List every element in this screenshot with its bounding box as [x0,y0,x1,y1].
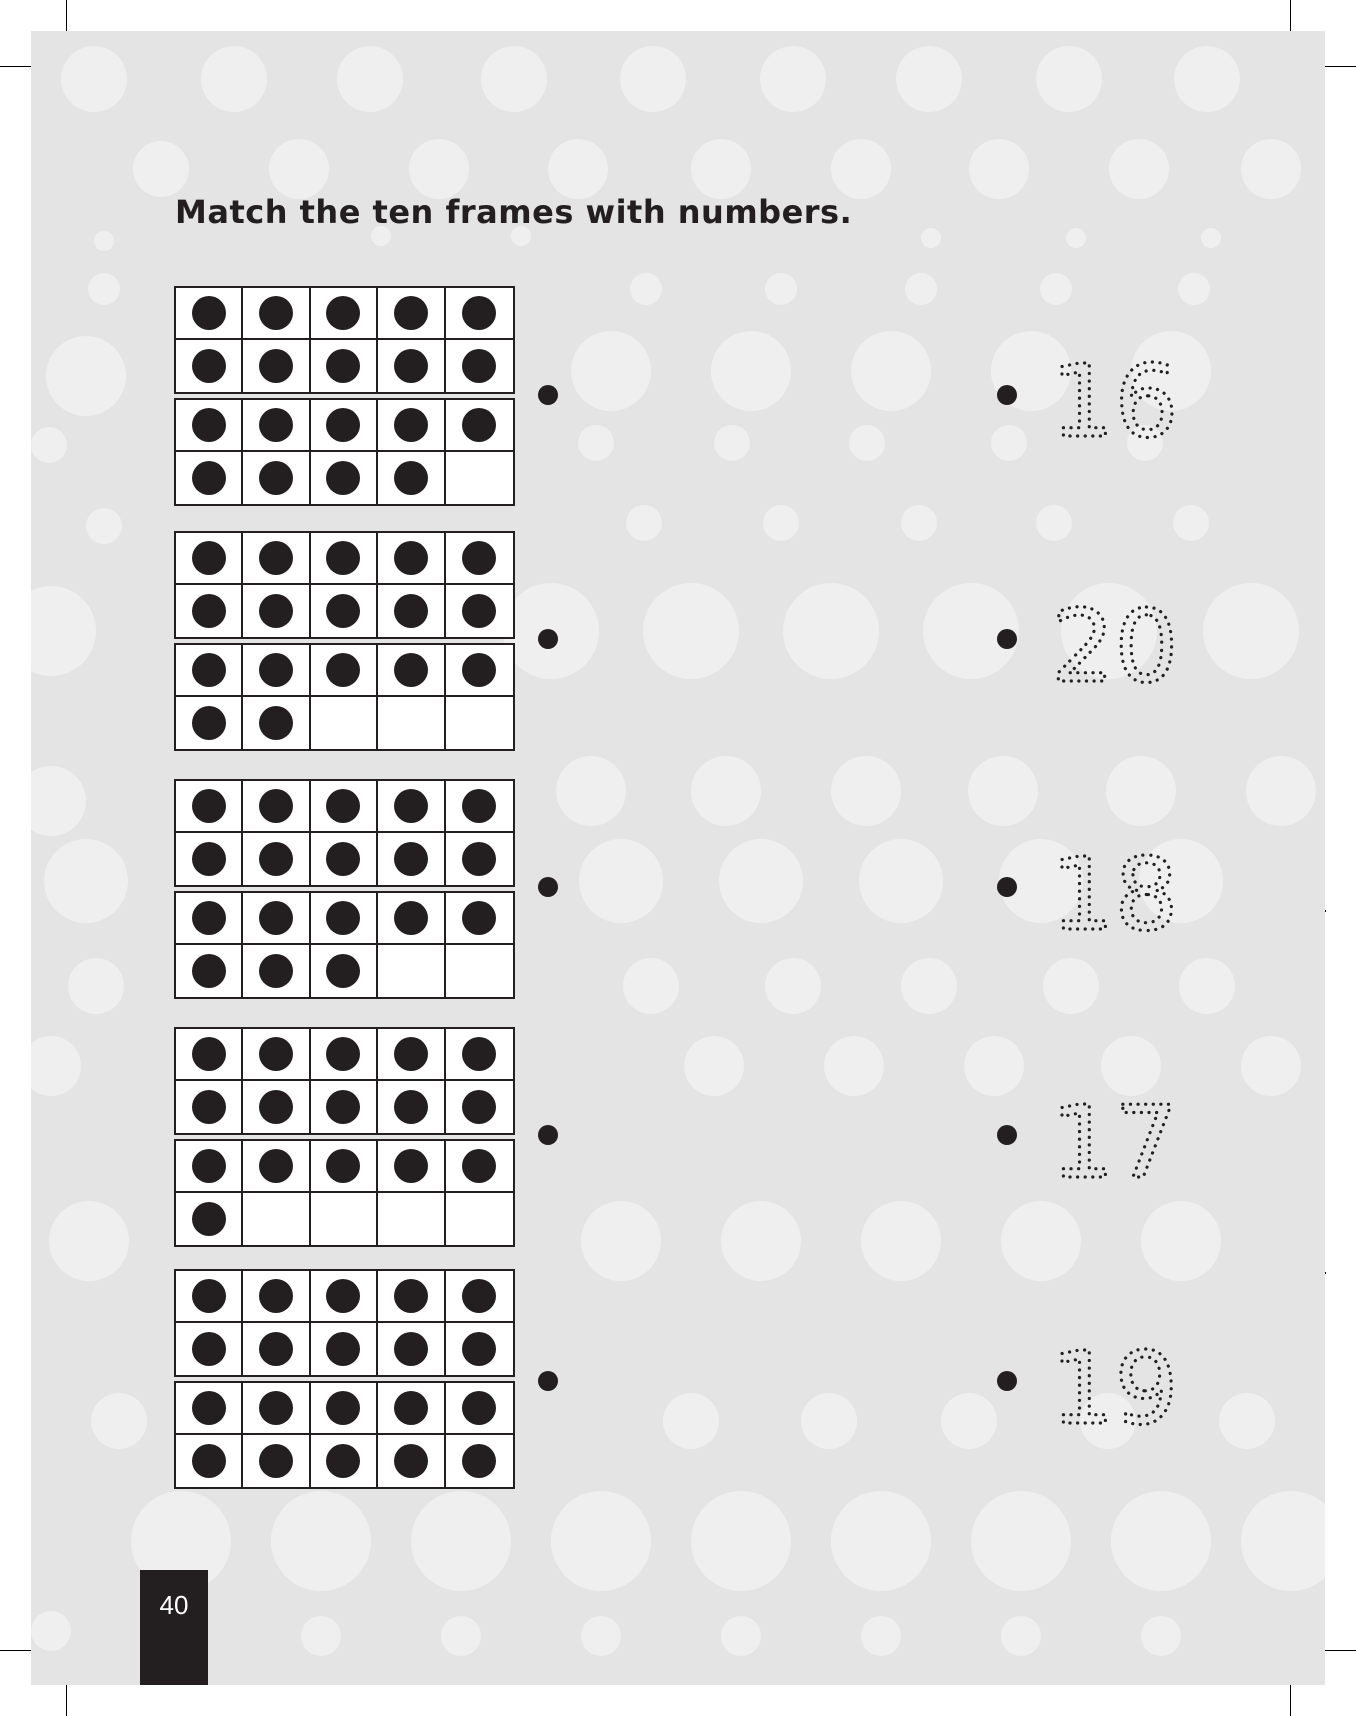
counter-dot [326,349,360,383]
ten-frame-cell [176,1323,243,1375]
counter-dot [394,1391,428,1425]
ten-frame-cell [311,1193,378,1245]
ten-frame-cell [311,1029,378,1081]
counter-dot [394,653,428,687]
ten-frame-group [174,779,515,999]
counter-dot [259,653,293,687]
counter-dot [462,842,496,876]
ten-frame-cell [446,945,513,997]
ten-frame-group [174,531,515,751]
counter-dot [462,349,496,383]
counter-dot [259,1332,293,1366]
ten-frame-cell [378,697,445,749]
ten-frame-cell [378,1081,445,1133]
ten-frame-cell [176,1081,243,1133]
counter-dot [462,653,496,687]
counter-dot [326,1037,360,1071]
counter-dot [259,1090,293,1124]
tracing-number [1051,834,1201,944]
counter-dot [192,1202,226,1236]
counter-dot [394,461,428,495]
ten-frame-cell [378,585,445,637]
tracing-number [1051,586,1201,696]
counter-dot [394,408,428,442]
counter-dot [394,1279,428,1313]
ten-frame-cell [176,288,243,340]
tracing-number-text: 18 [1051,836,1179,944]
ten-frame-cell [243,645,310,697]
counter-dot [259,408,293,442]
counter-dot [192,1444,226,1478]
ten-frame-cell [176,945,243,997]
ten-frame-cell [176,893,243,945]
ten-frame-cell [378,1271,445,1323]
ten-frame-cell [176,452,243,504]
ten-frame-cell [311,1383,378,1435]
counter-dot [192,1332,226,1366]
ten-frame-cell [378,452,445,504]
ten-frame-cell [243,1193,310,1245]
counter-dot [259,789,293,823]
instruction-heading: Match the ten frames with numbers. [175,193,853,231]
counter-dot [192,1037,226,1071]
counter-dot [462,1037,496,1071]
ten-frame-cell [243,1435,310,1487]
tracing-number-text: 17 [1051,1084,1179,1192]
left-match-dot[interactable] [538,1371,558,1391]
counter-dot [394,1332,428,1366]
counter-dot [326,1149,360,1183]
counter-dot [394,296,428,330]
ten-frame-cell [176,400,243,452]
counter-dot [192,653,226,687]
counter-dot [259,706,293,740]
ten-frame [174,1381,515,1489]
counter-dot [192,1391,226,1425]
counter-dot [326,1090,360,1124]
counter-dot [462,1090,496,1124]
counter-dot [394,1037,428,1071]
ten-frame [174,398,515,506]
ten-frame [174,286,515,394]
right-match-dot[interactable] [997,1125,1017,1145]
ten-frame-cell [243,452,310,504]
counter-dot [259,296,293,330]
ten-frame-group [174,1027,515,1247]
counter-dot [394,901,428,935]
counter-dot [326,296,360,330]
ten-frame-cell [243,697,310,749]
counter-dot [394,349,428,383]
counter-dot [462,541,496,575]
counter-dot [394,1149,428,1183]
ten-frame [174,643,515,751]
ten-frame-cell [311,945,378,997]
ten-frame-cell [446,1323,513,1375]
counter-dot [462,789,496,823]
counter-dot [394,1444,428,1478]
ten-frame-cell [311,288,378,340]
ten-frame-cell [311,533,378,585]
counter-dot [462,408,496,442]
ten-frame-cell [311,781,378,833]
counter-dot [259,1391,293,1425]
ten-frame-cell [446,452,513,504]
ten-frame-cell [378,1029,445,1081]
ten-frame-cell [446,1193,513,1245]
counter-dot [259,1444,293,1478]
ten-frame-cell [446,697,513,749]
ten-frame-cell [311,452,378,504]
ten-frame-cell [378,288,445,340]
ten-frame-cell [176,1383,243,1435]
counter-dot [259,1149,293,1183]
ten-frame-cell [311,1141,378,1193]
counter-dot [259,1279,293,1313]
right-match-dot[interactable] [997,877,1017,897]
ten-frame-cell [446,1141,513,1193]
ten-frame-cell [243,1323,310,1375]
tracing-number [1051,341,1201,451]
counter-dot [192,594,226,628]
ten-frame-cell [243,288,310,340]
crop-mark [1290,1685,1291,1716]
ten-frame-cell [311,585,378,637]
ten-frame-cell [176,533,243,585]
counter-dot [192,1090,226,1124]
counter-dot [259,1037,293,1071]
ten-frame [174,891,515,999]
counter-dot [326,1391,360,1425]
crop-mark [66,0,67,31]
ten-frame-cell [311,1081,378,1133]
right-match-dot[interactable] [997,1371,1017,1391]
ten-frame-cell [378,340,445,392]
counter-dot [462,1332,496,1366]
ten-frame-cell [311,340,378,392]
counter-dot [462,1444,496,1478]
ten-frame-cell [243,833,310,885]
counter-dot [462,1279,496,1313]
counter-dot [462,594,496,628]
left-match-dot[interactable] [538,877,558,897]
counter-dot [192,842,226,876]
ten-frame-cell [311,400,378,452]
ten-frame-cell [176,833,243,885]
right-match-dot[interactable] [997,629,1017,649]
counter-dot [394,1090,428,1124]
ten-frame-cell [243,400,310,452]
tracing-number [1051,1082,1201,1192]
ten-frame-cell [311,697,378,749]
ten-frame-cell [243,533,310,585]
ten-frame-cell [243,1271,310,1323]
ten-frame [174,779,515,887]
left-match-dot[interactable] [538,385,558,405]
ten-frame-cell [243,1081,310,1133]
ten-frame-cell [243,1383,310,1435]
counter-dot [462,1149,496,1183]
counter-dot [394,789,428,823]
tracing-number [1051,1328,1201,1438]
ten-frame-cell [176,1435,243,1487]
ten-frame-cell [243,781,310,833]
ten-frame-cell [378,781,445,833]
ten-frame-cell [378,1323,445,1375]
counter-dot [259,461,293,495]
counter-dot [259,349,293,383]
ten-frame-cell [311,1435,378,1487]
ten-frame-cell [446,645,513,697]
crop-mark [1325,66,1356,67]
counter-dot [192,789,226,823]
ten-frame-cell [446,288,513,340]
counter-dot [192,461,226,495]
counter-dot [259,594,293,628]
ten-frame-cell [311,833,378,885]
ten-frame-cell [311,1323,378,1375]
worksheet-page [31,31,1325,1685]
tracing-number-text: 19 [1051,1330,1179,1438]
ten-frame-cell [176,585,243,637]
ten-frame [174,1027,515,1135]
ten-frame-cell [176,1271,243,1323]
counter-dot [326,653,360,687]
counter-dot [326,594,360,628]
ten-frame-cell [446,1383,513,1435]
crop-mark [66,1685,67,1716]
counter-dot [326,408,360,442]
ten-frame-cell [378,1435,445,1487]
counter-dot [326,901,360,935]
crop-mark [0,66,31,67]
ten-frame-cell [378,1193,445,1245]
counter-dot [326,842,360,876]
counter-dot [326,1444,360,1478]
counter-dot [192,1279,226,1313]
ten-frame-cell [311,893,378,945]
left-match-dot[interactable] [538,1125,558,1145]
ten-frame-cell [446,1435,513,1487]
ten-frame-cell [446,833,513,885]
page-number: 40 [159,1590,189,1620]
counter-dot [192,954,226,988]
crop-mark [1325,1650,1356,1651]
counter-dot [462,901,496,935]
counter-dot [394,541,428,575]
counter-dot [462,1391,496,1425]
ten-frame-cell [243,1141,310,1193]
ten-frame-cell [176,1193,243,1245]
ten-frame-cell [446,340,513,392]
crop-mark [1290,0,1291,31]
right-match-dot[interactable] [997,385,1017,405]
ten-frame [174,1139,515,1247]
ten-frame-cell [176,645,243,697]
counter-dot [394,842,428,876]
ten-frame [174,531,515,639]
ten-frame-cell [446,893,513,945]
ten-frame-group [174,286,515,506]
ten-frame-cell [243,340,310,392]
ten-frame-cell [311,645,378,697]
ten-frame-cell [446,781,513,833]
ten-frame-cell [311,1271,378,1323]
ten-frame-cell [378,833,445,885]
counter-dot [326,789,360,823]
ten-frame-cell [243,945,310,997]
ten-frame-cell [243,1029,310,1081]
ten-frame-group [174,1269,515,1489]
counter-dot [326,1332,360,1366]
ten-frame-cell [243,893,310,945]
ten-frame-cell [378,533,445,585]
ten-frame-cell [176,781,243,833]
ten-frame-cell [176,1029,243,1081]
counter-dot [192,541,226,575]
ten-frame-cell [446,585,513,637]
counter-dot [192,349,226,383]
ten-frame-cell [378,893,445,945]
counter-dot [394,594,428,628]
ten-frame-cell [243,585,310,637]
page-number-tab [140,1570,208,1685]
counter-dot [192,296,226,330]
ten-frame-cell [446,533,513,585]
tracing-number-text: 16 [1051,343,1179,451]
tracing-number-text: 20 [1051,588,1179,696]
counter-dot [259,842,293,876]
ten-frame-cell [446,1029,513,1081]
counter-dot [259,541,293,575]
ten-frame-cell [378,1141,445,1193]
counter-dot [326,1279,360,1313]
counter-dot [326,954,360,988]
counter-dot [192,1149,226,1183]
counter-dot [259,901,293,935]
ten-frame-cell [378,1383,445,1435]
counter-dot [192,706,226,740]
ten-frame [174,1269,515,1377]
ten-frame-cell [446,400,513,452]
crop-mark [0,1650,31,1651]
counter-dot [192,408,226,442]
left-match-dot[interactable] [538,629,558,649]
ten-frame-cell [176,1141,243,1193]
ten-frame-cell [446,1081,513,1133]
ten-frame-cell [378,645,445,697]
ten-frame-cell [446,1271,513,1323]
counter-dot [462,296,496,330]
counter-dot [259,954,293,988]
ten-frame-cell [176,340,243,392]
ten-frame-cell [176,697,243,749]
counter-dot [326,461,360,495]
counter-dot [326,541,360,575]
ten-frame-cell [378,945,445,997]
ten-frame-cell [378,400,445,452]
counter-dot [192,901,226,935]
